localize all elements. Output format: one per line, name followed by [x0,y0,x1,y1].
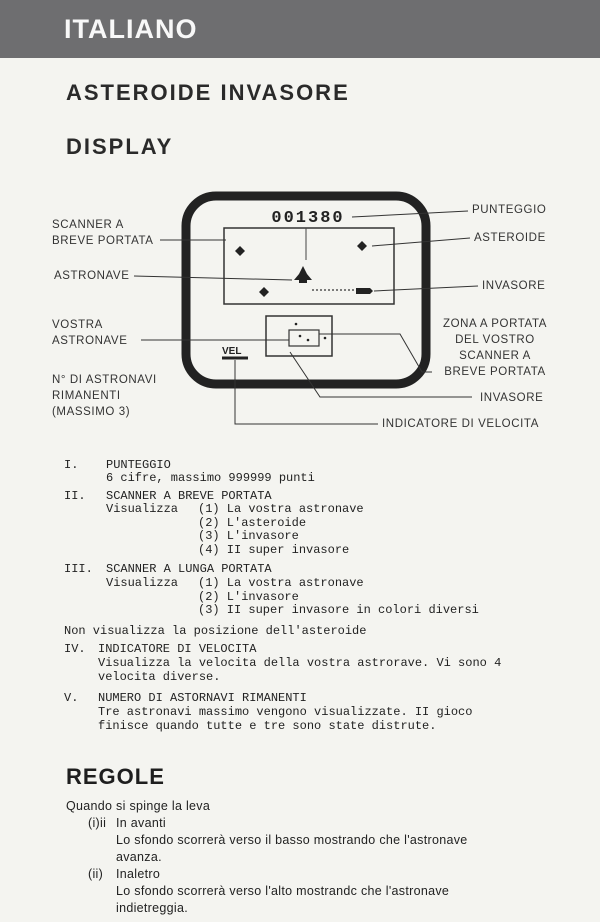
rule-marker: (i)ii [88,816,107,830]
label-scanner-short: SCANNER A BREVE PORTATA [52,219,154,247]
leader-asteroide [372,238,470,246]
invader-icon [356,288,373,294]
rule-text: Lo sfondo scorrerà verso il basso mostrando che l'astronave [116,833,468,847]
label-invasore-2: INVASORE [480,392,544,404]
rule-text: Lo sfondo scorrerà verso l'alto mostrandc che l'astronave [116,884,450,898]
label-invasore-1: INVASORE [482,280,546,292]
asteroid-icon [357,241,367,251]
label-speed-indicator: INDICATORE DI VELOCITA [382,418,539,430]
list-item-I: I. [64,458,79,472]
scanner-dot [295,323,298,326]
list-item-V-title: NUMERO DI ASTORNAVI RIMANENTI [98,691,307,705]
list-item-IV-text: velocita diverse. [98,670,221,684]
list-item-I-text: 6 cifre, massimo 999999 punti [106,471,315,485]
scanner-dot [307,339,310,342]
rule-text: indietreggia. [116,901,189,915]
label-asteroide: ASTEROIDE [474,232,546,244]
leader-astronave [134,276,292,280]
language-banner [0,0,600,58]
list-item-III-sub: (1) La vostra astronave [198,576,364,590]
rule-text: avanza. [116,850,162,864]
list-item-II-sub: (4) II super invasore [198,543,350,557]
label-astronave: ASTRONAVE [54,270,130,282]
game-title: ASTEROIDE INVASORE [66,80,350,105]
list-item-II-lead: Visualizza [106,502,179,516]
scanner-dot [299,335,302,338]
speed-label: VEL [222,346,242,357]
list-item-II: II. [64,489,86,503]
leader-speed-indicator [235,360,378,424]
list-item-II-sub: (1) La vostra astronave [198,502,364,516]
rules-heading: REGOLE [66,764,165,789]
label-your-ship: VOSTRA ASTRONAVE [52,319,128,347]
list-item-II-sub: (3) L'invasore [198,529,299,543]
list-item-III-lead: Visualizza [106,576,179,590]
language-title: ITALIANO [64,14,198,44]
scanner-dot [324,337,327,340]
list-item-III-sub: (3) II super invasore in colori diversi [198,603,479,617]
list-item-I-title: PUNTEGGIO [106,458,171,472]
scanner-zone-box [289,330,319,346]
list-item-II-sub: (2) L'asteroide [198,516,307,530]
ship-icon [294,266,312,283]
rule-title: Inaletro [116,867,161,881]
list-item-V: V. [64,691,79,705]
rules-intro: Quando si spinge la leva [66,799,211,813]
rule-title: In avanti [116,816,166,830]
leader-zone [319,334,432,372]
leader-punteggio [352,211,468,217]
list-item-III-title: SCANNER A LUNGA PORTATA [106,562,272,576]
list-item-V-text: Tre astronavi massimo vengono visualizzate. II gioco [98,705,473,719]
label-ships-left: N° DI ASTRONAVI RIMANENTI (MASSIMO 3) [52,374,157,418]
list-item-IV: IV. [64,642,86,656]
list-item-V-text: finisce quando tutte e tre sono state distrute. [98,719,437,733]
label-punteggio: PUNTEGGIO [472,204,547,216]
asteroid-icon [259,287,269,297]
list-item-IV-title: INDICATORE DI VELOCITA [98,642,257,656]
score-readout: 001380 [271,209,345,228]
list-item-III-sub: (2) L'invasore [198,590,299,604]
list-item-III: III. [64,562,93,576]
list-item-II-title: SCANNER A BREVE PORTATA [106,489,272,503]
list-note: Non visualizza la posizione dell'asteroide [64,624,367,638]
list-item-IV-text: Visualizza la velocita della vostra astrorave. Vi sono 4 [98,656,502,670]
display-heading: DISPLAY [66,134,174,159]
label-zone: ZONA A PORTATA DEL VOSTRO SCANNER A BREVE PORTATA [442,318,548,378]
rule-marker: (ii) [88,867,104,881]
asteroid-icon [235,246,245,256]
